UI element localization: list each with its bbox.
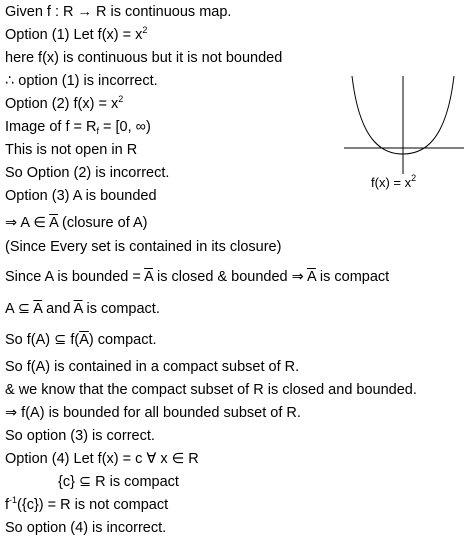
line-bounded-compact: Since A is bounded = $\overline{A}$ is closed & bounded ⇒ $\overline{A}$ is compact [5,269,390,285]
line-option-1-reason: here f(x) is continuous but it is not bounded [5,50,283,66]
line-option-1-conclusion: ∴ option (1) is incorrect. [5,73,158,89]
line-preimage: $f^{-1}(\{c\}) = R$ is not compact [5,495,169,513]
figure-label: $f(x) = x^2$ [371,173,417,190]
line-singleton-compact: {c} ⊆ R is compact [58,474,179,490]
line-subset-compact: A ⊆ $\overline{A}$ and $\overline{A}$ is compact. [5,301,160,317]
line-option-1: Option (1) Let $f(x) = x^2$ [5,25,148,43]
line-given: Given f : R → R is continuous map. [5,4,232,20]
line-option-2-conclusion: So Option (2) is incorrect. [5,165,170,181]
line-option-4: Option (4) Let f(x) = c ∀ x ∈ R [5,451,199,467]
line-option-3: Option (3) A is bounded [5,188,157,204]
line-compact-closed: & we know that the compact subset of R is closed and bounded. [5,382,417,398]
line-contained: So f(A) is contained in a compact subset of R. [5,359,300,375]
line-bounded-all: ⇒ f(A) is bounded for all bounded subset of R. [5,405,301,421]
line-closure: ⇒ A ∈ $\overline{A}$ (closure of A) [5,215,148,231]
line-closure-reason: (Since Every set is contained in its closure) [5,239,282,255]
line-option-2: Option (2) $f(x) = x^2$ [5,94,124,112]
line-option-3-conclusion: So option (3) is correct. [5,428,155,444]
line-option-2-image: Image of $f = R_f = [0$, ∞) [5,119,151,136]
line-option-2-reason: This is not open in R [5,142,138,158]
line-image-compact: So f(A) ⊆ $f(\overline{A})$ compact. [5,332,157,348]
line-option-4-conclusion: So option (4) is incorrect. [5,520,167,536]
